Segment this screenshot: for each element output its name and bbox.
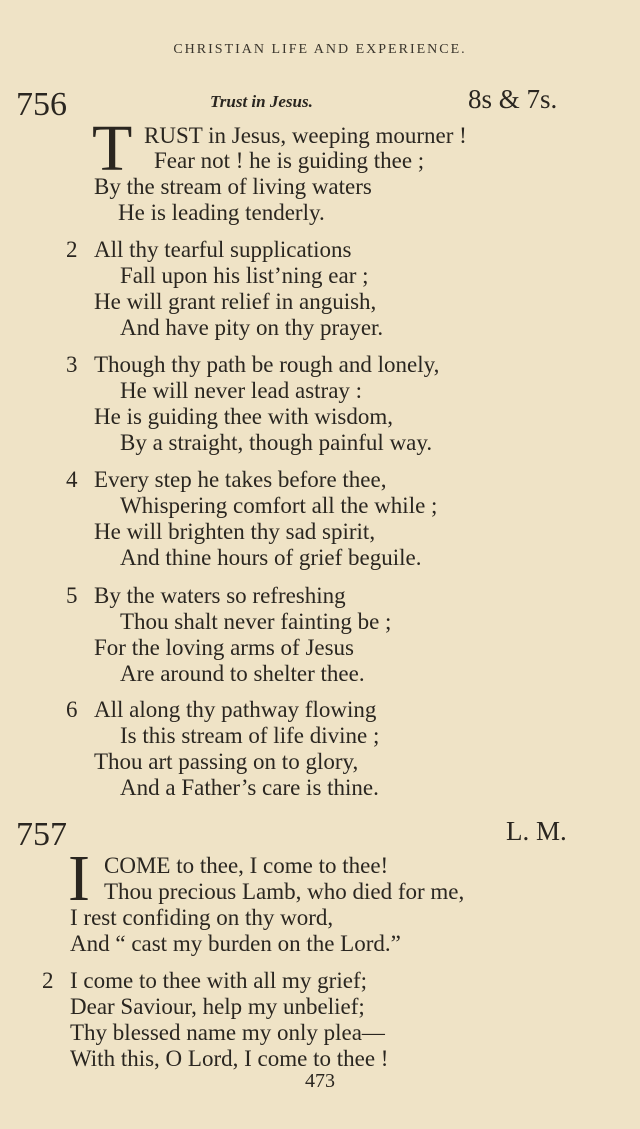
verse-line: Fall upon his list’ning ear ; [120,263,369,288]
hymn-757-meter: L. M. [506,816,567,846]
verse-line: All thy tearful supplications [94,237,352,262]
hymn-757-number: 757 [16,816,67,853]
verse-line: Though thy path be rough and lonely, [94,352,440,377]
verse-number: 6 [66,697,78,722]
verse-line: With this, O Lord, I come to thee ! [70,1046,389,1071]
hymn-756-meter: 8s & 7s. [468,84,558,114]
verse-line: Thou shalt never fainting be ; [120,609,392,634]
verse-number: 5 [66,583,78,608]
verse-line: Are around to shelter thee. [120,661,365,686]
verse-line: RUST in Jesus, weeping mourner ! [144,123,467,148]
verse-line: He will never lead astray : [120,378,363,403]
verse-line: For the loving arms of Jesus [94,635,355,660]
verse-line: He will grant relief in anguish, [94,289,377,314]
running-header: CHRISTIAN LIFE AND EXPERIENCE. [173,42,467,57]
verse-line: By the waters so refreshing [94,583,346,608]
verse-line: He is guiding thee with wisdom, [94,404,393,429]
verse-line: Fear not ! he is guiding thee ; [154,148,425,173]
verse-line: Thou art passing on to glory, [94,749,359,774]
page-number: 473 [305,1070,335,1092]
verse-line: He is leading tenderly. [118,200,325,225]
verse-line: Is this stream of life divine ; [120,723,380,748]
hymn-756-number: 756 [16,86,67,123]
verse-line: By the stream of living waters [94,174,372,199]
verse-line: Every step he takes before thee, [94,467,387,492]
verse-number: 3 [66,352,78,377]
verse-line: Thy blessed name my only plea— [70,1020,385,1045]
verse-line: I come to thee with all my grief; [70,968,367,993]
verse-line: I rest confiding on thy word, [70,905,334,930]
verse-line: And have pity on thy prayer. [120,315,384,340]
verse-line: And a Father’s care is thine. [120,775,379,800]
verse-number: 4 [66,467,78,492]
verse-line: He will brighten thy sad spirit, [94,519,376,544]
verse-line: All along thy pathway flowing [94,697,377,722]
hymn-757-dropcap: I [68,842,90,915]
verse-line: And thine hours of grief beguile. [120,545,422,570]
verse-line: And “ cast my burden on the Lord.” [70,931,401,956]
verse-line: Thou precious Lamb, who died for me, [104,879,465,904]
hymn-756-title: Trust in Jesus. [210,92,313,111]
verse-number: 2 [66,237,78,262]
verse-number: 2 [42,968,54,993]
hymn-756-dropcap: T [92,112,133,185]
verse-line: By a straight, though painful way. [120,430,433,455]
verse-line: Whispering comfort all the while ; [120,493,438,518]
verse-line: Dear Saviour, help my unbelief; [70,994,365,1019]
verse-line: COME to thee, I come to thee! [104,853,389,878]
